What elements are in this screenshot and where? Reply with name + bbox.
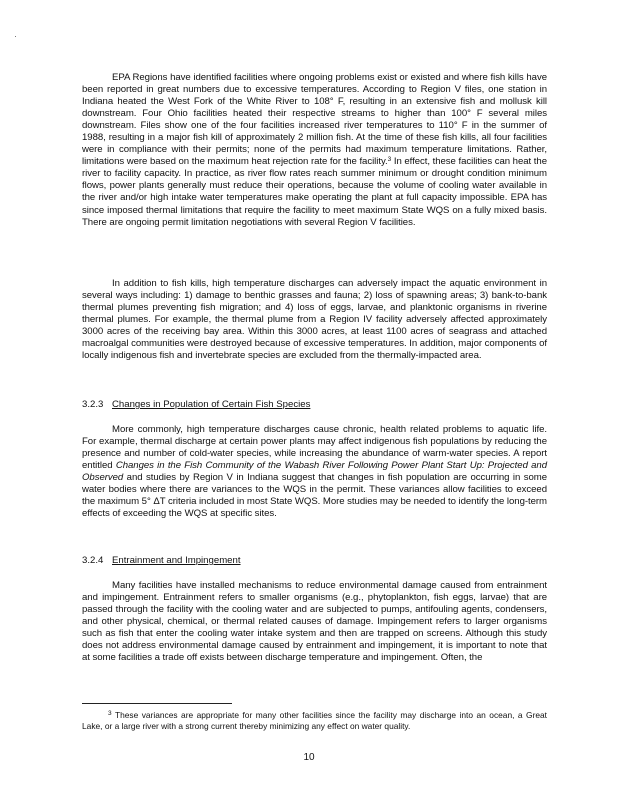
footnote-reference[interactable]: 3 bbox=[387, 156, 392, 164]
paragraph-fish-kills-region-v bbox=[82, 72, 547, 229]
footnote bbox=[82, 710, 547, 732]
footnote-marker: 3 bbox=[108, 710, 112, 717]
section-number: 3.2.3 bbox=[82, 399, 104, 410]
paragraph-text: More commonly, high temperature discharges cause chronic, health related problems to aquatic life. For example, thermal discharge at certain power plants may affect indigenous fish populations by reducing the presence and number of cold-water species, while increasing the abundance of warm-water species. A report entitled bbox=[82, 424, 547, 472]
section-title: Entrainment and Impingement bbox=[112, 555, 241, 566]
paragraph-text: In addition to fish kills, high temperature discharges can adversely impact the aquatic environment in several ways including: 1) damage to benthic grasses and fauna; 2) loss of spawning areas; 3) bank-to-bank thermal plumes preventing fish migration; and 4) loss of eggs, larvae, and planktonic organisms in riverine thermal plumes. For example, the thermal plume from a Region IV facility adversely affected approximately 3000 acres of the receiving bay area. Within this 3000 acres, at least 1100 acres of seagrass and attached macroalgal communities were destroyed because of excessive temperatures. In addition, major components of locally indigenous fish and invertebrate species are excluded from the thermally-impacted area. bbox=[82, 278, 547, 362]
paragraph-text: EPA Regions have identified facilities where ongoing problems exist or existed and where fish kills have been reported in great numbers due to excessive temperatures. According to Region V files, one station in Indiana heated the West Fork of the White River to 108° F, resulting in an extensive fish and mollusk kill downstream. Four Ohio facilities heated their respective streams to higher than 100° F several miles downstream. Files show one of the four facilities increased river temperatures to 110° F in the summer of 1988, resulting in a major fish kill of approximately 2 million fish. At the time of these fish kills, all four facilities were in compliance with their permits; none of the permits had maximum temperature limitations. Rather, limitations were based on the maximum heat rejection rate for the facility. bbox=[82, 72, 547, 168]
report-title: Changes in the Fish Community of the Wabash River Following Power Plant Start Up: Projected and Observed bbox=[82, 460, 547, 484]
paragraph-text: In effect, these facilities can heat the river to facility capacity. In practice, as river flow rates reach summer minimum or drought condition minimum flows, power plants generally must reduce their operations, because the volume of cooling water available in the river and/or high intake water temperatures make operating the plant at full capacity impossible. EPA has since imposed thermal limitations that require the facility to meet maximum State WQS on a fully mixed basis. There are ongoing permit limitation negotiations with several Region V facilities. bbox=[82, 156, 547, 228]
footnote-text: These variances are appropriate for many other facilities since the facility may discharge into an ocean, a Great Lake, or a large river with a strong current thereby minimizing any effect on water quality. bbox=[82, 710, 547, 731]
section-title: Changes in Population of Certain Fish Species bbox=[112, 399, 311, 410]
paragraph-text: and studies by Region V in Indiana suggest that changes in fish population are occurring in some water bodies where there are variances to the WQS in the permit. These variances allow facilities to exceed the maximum 5° ΔT criteria included in most State WQS. More studies may be needed to identify the long-term effects of exceeding the WQS at specific sites. bbox=[82, 472, 547, 520]
section-heading-3-2-4 bbox=[82, 555, 241, 567]
page-number: 10 bbox=[303, 752, 315, 763]
paragraph-fish-population-changes bbox=[82, 424, 547, 520]
paragraph-text: Many facilities have installed mechanisms to reduce environmental damage caused from entrainment and impingement. Entrainment refers to smaller organisms (e.g., phytoplankton, fish eggs, larvae) that are passed through the facility with the cooling water and are subjected to pumps, antifouling agents, condensers, and other physical, chemical, or thermal related causes of damage. Impingement refers to larger organisms such as fish that enter the cooling water intake system and then are trapped on screens. Although this study does not address environmental damage caused by entrainment and impingement, it is important to note that at some facilities a trade off exists between discharge temperature and impingement. Often, the bbox=[82, 580, 547, 664]
paragraph-entrainment-impingement bbox=[82, 580, 547, 664]
section-number: 3.2.4 bbox=[82, 555, 104, 566]
section-heading-3-2-3 bbox=[82, 399, 310, 411]
footnote-divider bbox=[82, 703, 232, 704]
scan-speck bbox=[15, 36, 16, 37]
paragraph-aquatic-impacts bbox=[82, 278, 547, 362]
